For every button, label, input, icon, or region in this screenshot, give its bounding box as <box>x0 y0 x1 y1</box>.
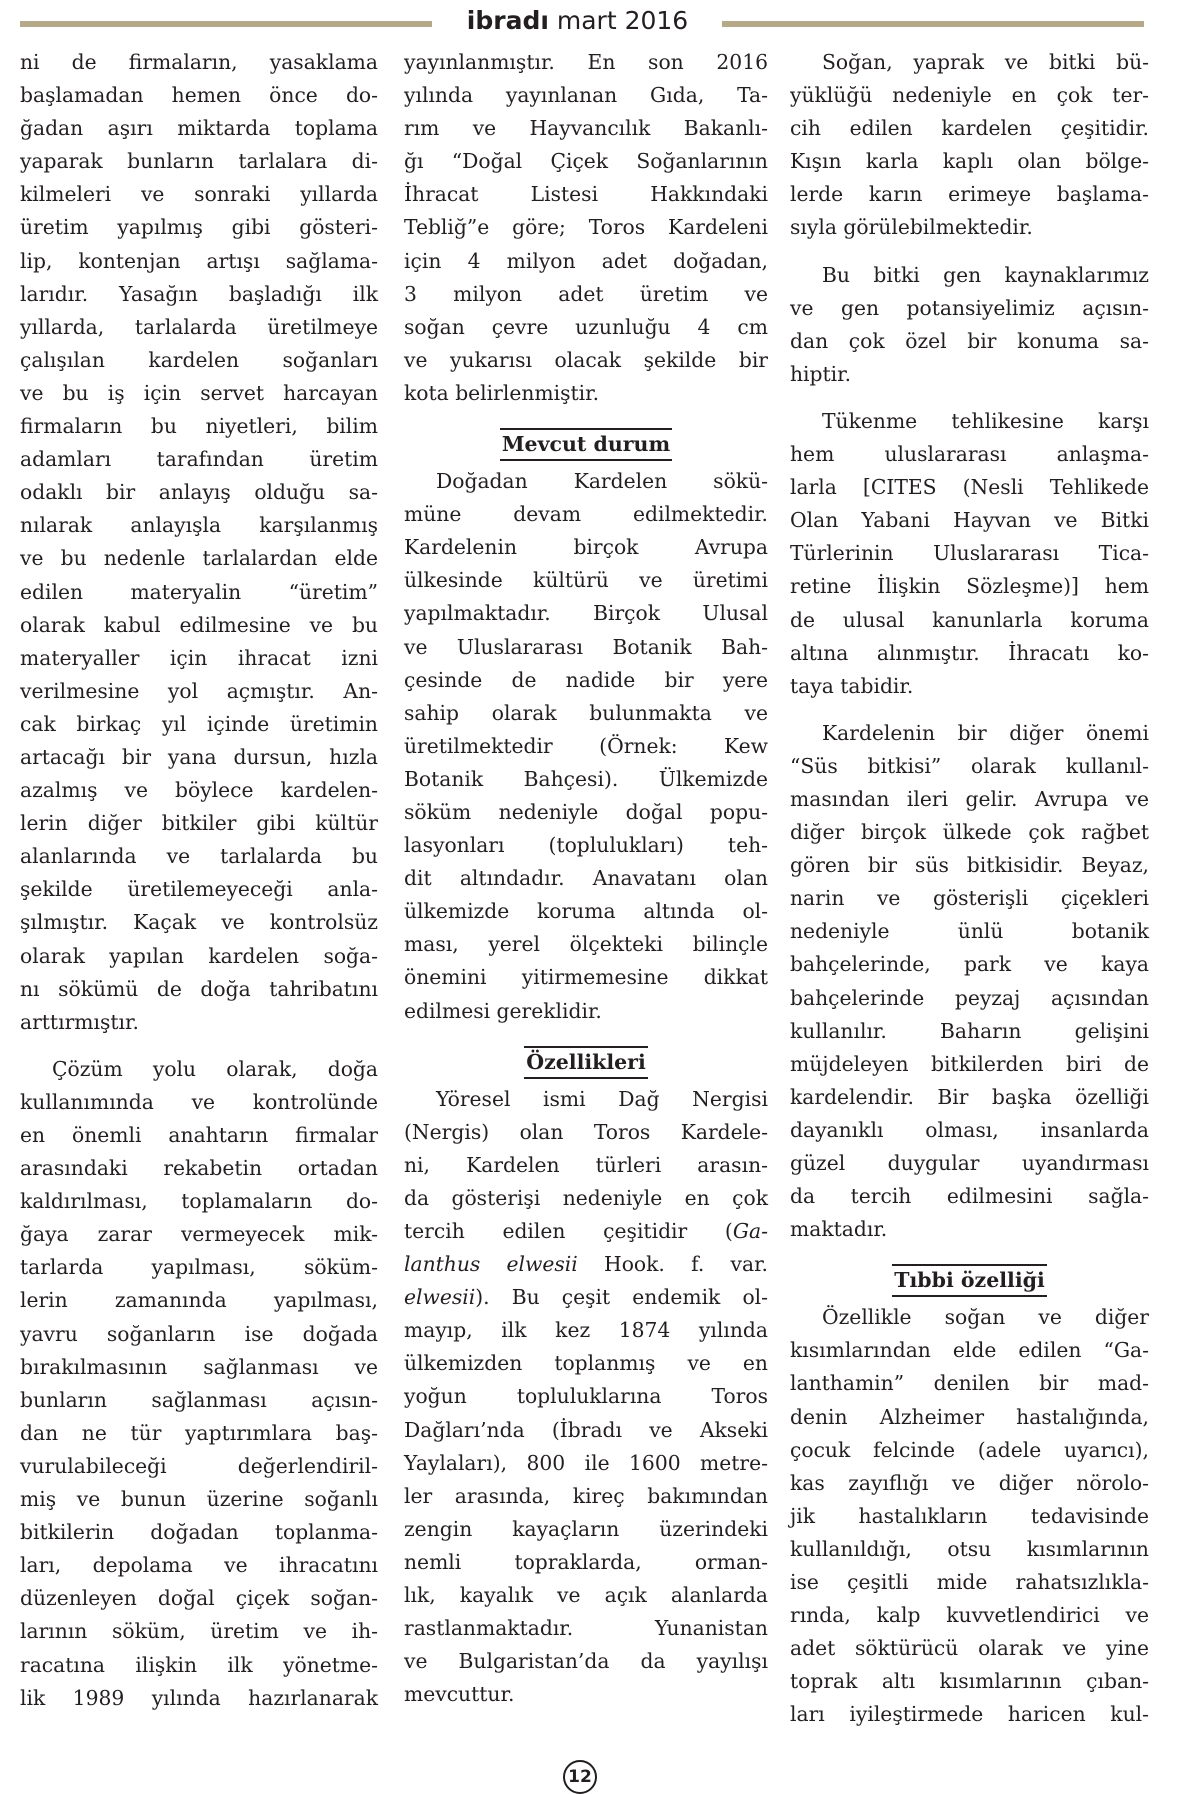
text-line: tarlarda yapılması, söküm- <box>20 1255 378 1280</box>
text-line: nedeniyle ünlü botanik <box>790 919 1149 944</box>
text-line: ve bu nedenle tarlalardan elde <box>20 546 378 571</box>
text-line: kardelendir. Bir başka özelliği <box>790 1084 1149 1109</box>
paragraph <box>790 1301 1149 1731</box>
text-line: ni de firmaların, yasaklama <box>20 50 378 74</box>
text-line: üretilmektedir (Örnek: Kew <box>404 733 768 758</box>
text-line: ülkemizde koruma altında ol- <box>404 899 768 924</box>
text-line: yüklüğü nedeniyle en çok ter- <box>790 83 1149 108</box>
text-line: sıyla görülebilmektedir. <box>790 215 1033 240</box>
text-line: ları, depolama ve ihracatını <box>20 1553 378 1578</box>
text-line: bahçelerinde, park ve kaya <box>790 952 1149 977</box>
section-heading-text: Özellikleri <box>524 1046 648 1079</box>
text-line: arttırmıştır. <box>20 1009 139 1034</box>
text-line: hiptir. <box>790 361 852 386</box>
text-line: kas zayıflığı ve diğer nörolo- <box>790 1470 1149 1495</box>
text-line: ve Bulgaristan’da da yayılışı <box>404 1649 768 1674</box>
text-line: Yöresel ismi Dağ Nergisi <box>436 1086 768 1111</box>
paragraph <box>404 1083 768 1712</box>
text-line: başlamadan hemen önce do- <box>20 83 378 108</box>
text-line: şekilde üretilemeyeceği anla- <box>20 877 378 902</box>
text-line: Kardelenin bir diğer önemi <box>822 720 1149 745</box>
text-line: önemini yitirmemesine dikkat <box>404 965 768 990</box>
text-line: bırakılmasının sağlanması ve <box>20 1354 378 1379</box>
text-line: çalışılan kardelen soğanları <box>20 347 378 372</box>
page-header <box>0 4 1200 38</box>
paragraph <box>20 1053 378 1715</box>
text-line: kaldırılması, toplamaların do- <box>20 1189 378 1214</box>
text-line: yaparak bunların tarlalara di- <box>20 149 378 174</box>
text-line: edilen materyalin “üretim” <box>20 579 378 604</box>
text-line: retine İlişkin Sözleşme)] hem <box>790 574 1149 599</box>
text-line: azalmış ve böylece kardelen- <box>20 778 378 803</box>
text-line: ları iyileştirmede haricen kul- <box>790 1702 1149 1727</box>
text-line: “Süs bitkisi” olarak kullanıl- <box>790 753 1149 778</box>
text-line: verilmesine yol açmıştır. An- <box>20 678 378 703</box>
text-line: edilmesi gereklidir. <box>404 998 602 1023</box>
text-line: dan ne tür yaptırımlara baş- <box>20 1420 378 1445</box>
text-line: lerin zamanında yapılması, <box>20 1288 378 1313</box>
text-line: üretim yapılmış gibi gösteri- <box>20 215 378 240</box>
text-line: Türlerinin Uluslararası Tica- <box>790 541 1149 566</box>
header-rule-right <box>722 21 1144 27</box>
text-line: ve gen potansiyelimiz açısın- <box>790 295 1149 320</box>
text-line: odaklı bir anlayış olduğu sa- <box>20 480 378 505</box>
magazine-name: ibradı <box>466 6 549 35</box>
text-line: rım ve Hayvancılık Bakanlı- <box>404 116 768 141</box>
text-line: için 4 milyon adet doğadan, <box>404 248 768 273</box>
text-line: güzel duygular uyandırması <box>790 1151 1149 1175</box>
text-line: Çözüm yolu olarak, doğa <box>52 1056 378 1081</box>
text-line: maktadır. <box>790 1217 888 1242</box>
text-line: Botanik Bahçesi). Ülkemizde <box>404 766 768 791</box>
text-line: yavru soğanların ise doğada <box>20 1321 378 1346</box>
text-line: Dağları’nda (İbradı ve Akseki <box>404 1417 768 1442</box>
text-line: çesinde de nadide bir yere <box>404 667 768 692</box>
text-line: larıdır. Yasağın başladığı ilk <box>20 281 378 306</box>
text-line: kısımlarından elde edilen “Ga- <box>790 1338 1149 1363</box>
paragraph <box>790 259 1149 391</box>
text-line: zengin kayaçların üzerindeki <box>404 1516 768 1541</box>
text-line: soğan çevre uzunluğu 4 cm <box>404 314 768 339</box>
text-line: da gösterişi nedeniyle en çok <box>404 1185 768 1210</box>
text-line: de ulusal kanunlarla koruma <box>790 607 1149 632</box>
text-line: Yaylaları), 800 ile 1600 metre- <box>404 1450 768 1475</box>
paragraph <box>790 405 1149 703</box>
text-line: alanlarında ve tarlalarda bu <box>20 844 378 869</box>
text-line: kilmeleri ve sonraki yıllarda <box>20 182 378 207</box>
text-line: nemli topraklarda, orman- <box>404 1549 768 1574</box>
text-line: lerin diğer bitkiler gibi kültür <box>20 811 378 836</box>
text-line: ğı “Doğal Çiçek Soğanlarının <box>404 149 768 174</box>
text-line: ülkesinde kültürü ve üretimi <box>404 568 768 593</box>
column-2 <box>404 46 768 1711</box>
text-line: artacağı bir yana dursun, hızla <box>20 744 378 769</box>
paragraph <box>20 46 378 1039</box>
text-line: rastlanmaktadır. Yunanistan <box>404 1616 768 1641</box>
text-line: materyaller için ihracat izni <box>20 645 378 670</box>
text-line: kullanılır. Baharın gelişini <box>790 1018 1149 1043</box>
text-line: cih edilen kardelen çeşitidir. <box>790 116 1149 141</box>
text-line: adamları tarafından üretim <box>20 447 378 472</box>
text-line: ması, yerel ölçekteki bilinçle <box>404 932 768 957</box>
text-line: ve yukarısı olacak şekilde bir <box>404 347 768 372</box>
text-line: altına alınmıştır. İhracatı ko- <box>790 640 1149 665</box>
text-line: lık, kayalık ve açık alanlarda <box>404 1583 768 1608</box>
text-line: toprak altı kısımlarının çıban- <box>790 1669 1149 1694</box>
text-line: yıllarda, tarlalarda üretilmeye <box>20 314 378 339</box>
header-rule-left <box>20 21 432 27</box>
page-number: 12 <box>563 1760 597 1794</box>
text-line: larının söküm, üretim ve ih- <box>20 1619 378 1644</box>
text-line: İhracat Listesi Hakkındaki <box>404 182 768 207</box>
text-line: taya tabidir. <box>790 673 914 698</box>
text-line: elwesii). Bu çeşit endemik ol- <box>404 1285 768 1310</box>
paragraph <box>790 717 1149 1247</box>
section-heading-text: Tıbbi özelliği <box>892 1264 1046 1297</box>
text-line: cak birkaç yıl içinde üretimin <box>20 711 378 736</box>
text-line: şılmıştır. Kaçak ve kontrolsüz <box>20 910 378 935</box>
text-line: tercih edilen çeşitidir (Ga- <box>404 1219 768 1243</box>
text-line: hem uluslararası anlaşma- <box>790 442 1149 467</box>
text-line: kullanıldığı, otsu kısımlarının <box>790 1536 1149 1561</box>
text-line: yılında yayınlanan Gıda, Ta- <box>404 83 768 108</box>
text-line: da tercih edilmesini sağla- <box>790 1184 1149 1209</box>
text-line: dit altındadır. Anavatanı olan <box>404 866 768 891</box>
text-line: lik 1989 yılında hazırlanarak <box>20 1685 378 1710</box>
text-line: bahçelerinde peyzaj açısından <box>790 985 1149 1010</box>
text-line: adet söktürücü olarak ve yine <box>790 1636 1149 1661</box>
text-line: mevcuttur. <box>404 1682 515 1707</box>
text-line: yapılmaktadır. Birçok Ulusal <box>404 601 768 626</box>
text-line: ğadan aşırı miktarda toplama <box>20 116 378 141</box>
text-line: 3 milyon adet üretim ve <box>404 281 768 306</box>
text-line: dan çok özel bir konuma sa- <box>790 328 1149 353</box>
section-heading <box>790 1264 1149 1297</box>
text-line: Kardelenin birçok Avrupa <box>404 535 768 560</box>
text-line: Özellikle soğan ve diğer <box>822 1305 1149 1330</box>
text-line: ve bu iş için servet harcayan <box>20 380 378 405</box>
text-line: diğer birçok ülkede çok rağbet <box>790 820 1149 845</box>
text-line: dayanıklı olması, insanlarda <box>790 1117 1149 1142</box>
text-line: firmaların bu niyetleri, bilim <box>20 414 378 439</box>
text-line: Soğan, yaprak ve bitki bü- <box>822 50 1149 74</box>
text-line: en önemli anahtarın firmalar <box>20 1123 378 1147</box>
section-heading-text: Mevcut durum <box>500 428 672 461</box>
text-line: (Nergis) olan Toros Kardele- <box>404 1119 768 1144</box>
text-line: rında, kalp kuvvetlendirici ve <box>790 1603 1149 1628</box>
text-line: ise çeşitli mide rahatsızlıkla- <box>790 1570 1149 1595</box>
text-line: bunların sağlanması açısın- <box>20 1387 378 1412</box>
text-line: mayıp, ilk kez 1874 yılında <box>404 1318 768 1343</box>
text-line: arasındaki rekabetin ortadan <box>20 1156 378 1181</box>
text-line: nılarak anlayışla karşılanmış <box>20 513 378 538</box>
text-line: gören bir süs bitkisidir. Beyaz, <box>790 853 1149 878</box>
text-line: lerde karın erimeye başlama- <box>790 182 1149 207</box>
text-line: denin Alzheimer hastalığında, <box>790 1404 1149 1429</box>
text-line: masından ileri gelir. Avrupa ve <box>790 786 1149 811</box>
text-line: çocuk felcinde (adele uyarıcı), <box>790 1437 1149 1462</box>
text-line: jik hastalıkların tedavisinde <box>790 1503 1149 1528</box>
text-line: söküm nedeniyle doğal popu- <box>404 799 768 824</box>
text-line: narin ve gösterişli çiçekleri <box>790 886 1149 911</box>
paragraph <box>790 46 1149 245</box>
text-line: Bu bitki gen kaynaklarımız <box>822 262 1149 287</box>
text-line: Kışın karla kaplı olan bölge- <box>790 149 1149 174</box>
column-3 <box>790 46 1149 1732</box>
text-line: kullanımında ve kontrolünde <box>20 1089 378 1114</box>
text-line: ler arasında, kireç bakımından <box>404 1483 768 1508</box>
section-heading <box>404 428 768 461</box>
text-line: Tükenme tehlikesine karşı <box>822 408 1149 433</box>
text-line: müjdeleyen bitkilerden biri de <box>790 1051 1149 1076</box>
text-line: nı sökümü de doğa tahribatını <box>20 976 378 1001</box>
column-1 <box>20 46 378 1715</box>
text-line: larla [CITES (Nesli Tehlikede <box>790 475 1149 500</box>
text-line: lanthus elwesii Hook. f. var. <box>404 1252 768 1277</box>
text-line: Olan Yabani Hayvan ve Bitki <box>790 508 1149 533</box>
text-line: lip, kontenjan artışı sağlama- <box>20 248 378 273</box>
text-line: ülkemizden toplanmış ve en <box>404 1351 768 1376</box>
text-line: olarak kabul edilmesine ve bu <box>20 612 378 637</box>
text-line: bitkilerin doğadan toplanma- <box>20 1520 378 1545</box>
text-line: ve Uluslararası Botanik Bah- <box>404 634 768 659</box>
text-line: racatına ilişkin ilk yönetme- <box>20 1652 378 1677</box>
text-line: olarak yapılan kardelen soğa- <box>20 943 378 968</box>
text-line: miş ve bunun üzerine soğanlı <box>20 1487 378 1512</box>
text-line: yayınlanmıştır. En son 2016 <box>404 50 768 74</box>
text-line: ğaya zarar vermeyecek mik- <box>20 1222 378 1247</box>
masthead <box>440 4 715 38</box>
text-line: lanthamin” denilen bir mad- <box>790 1371 1149 1396</box>
text-line: Doğadan Kardelen sökü- <box>436 469 768 494</box>
issue-date: mart 2016 <box>556 6 689 35</box>
text-line: vurulabileceği değerlendiril- <box>20 1453 378 1478</box>
text-line: kota belirlenmiştir. <box>404 380 600 405</box>
paragraph <box>404 46 768 410</box>
text-line: düzenleyen doğal çiçek soğan- <box>20 1586 378 1611</box>
text-line: lasyonları (toplulukları) teh- <box>404 833 768 858</box>
text-line: ni, Kardelen türleri arasın- <box>404 1152 768 1177</box>
text-line: yoğun topluluklarına Toros <box>404 1384 768 1409</box>
paragraph <box>404 465 768 1028</box>
text-line: sahip olarak bulunmakta ve <box>404 700 768 725</box>
section-heading <box>404 1046 768 1079</box>
text-line: müne devam edilmektedir. <box>404 502 768 527</box>
text-line: Tebliğ”e göre; Toros Kardeleni <box>404 215 768 240</box>
